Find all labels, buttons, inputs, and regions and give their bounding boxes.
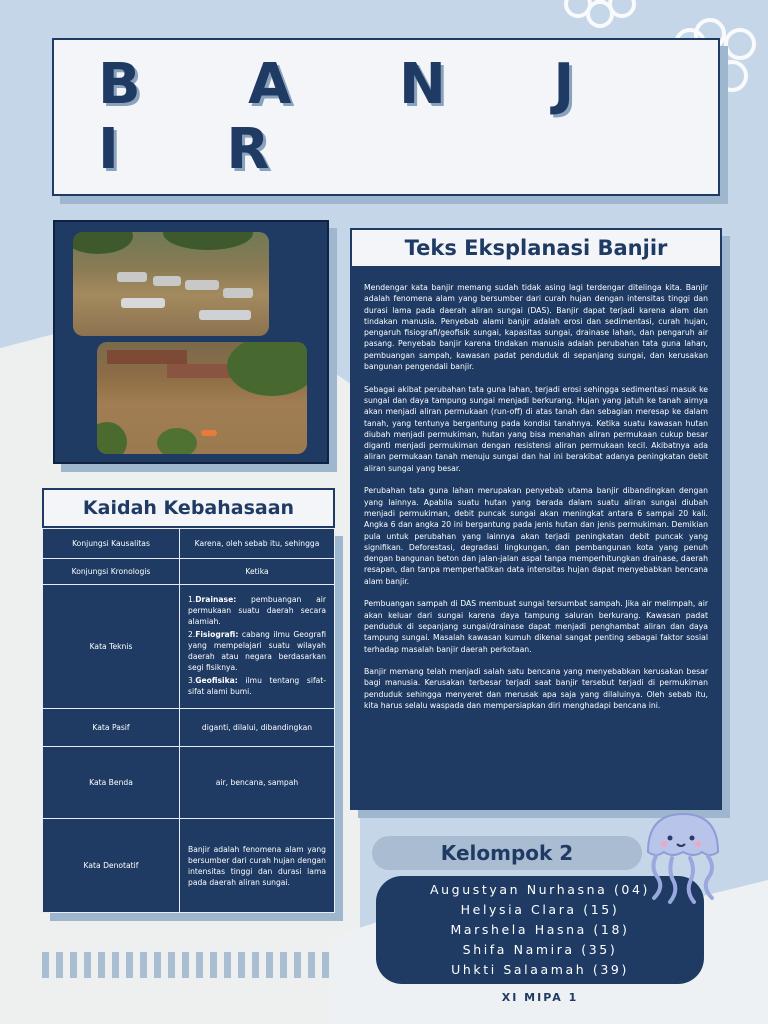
explanation-paragraph: Mendengar kata banjir memang sudah tidak asing lagi terdengar ditelinga kita. Banjir adalah fenomena alam yang bersumber dari curah hujan dengan intensitas tinggi dan durasi lama pada daerah aliran sungai (DAS). Banjir dapat terjadi karena alam dan tindakan manusia. Penyebab alami banjir adalah erosi dan sedimentasi, curah hujan, pengaruh fisiografi/geofisik sungai, kapasitas sungai, drainase lahan, dan pengaruh air pasang. Penyebab banjir karena tindakan manusia adalah perubahan tata guna lahan, pembuangan sampah, kawasan padat penduduk di sepanjang sungai, dan kerusakan bangunan pengendali banjir.: [364, 283, 708, 372]
member-name: Uhkti Salaamah (39): [451, 962, 629, 977]
explanation-paragraph: Banjir memang telah menjadi salah satu bencana yang menyebabkan kerusakan besar bagi manusia. Kerusakan terbesar terjadi saat banjir tersebut terjadi di permukiman penduduk sehingga menyeret dan merusak apa saja yang dilaluinya. Oleh sebab itu, kita harus selalu waspada dan mempersiapkan diri menghadapi bencana ini.: [364, 667, 708, 710]
table-cell-key: Kata Teknis: [43, 585, 180, 709]
table-cell-key: Kata Benda: [43, 747, 180, 819]
kata-teknis-list: [188, 594, 326, 697]
table-cell-key: Kata Pasif: [43, 709, 180, 747]
table-row: [43, 819, 335, 913]
table-row: [43, 559, 335, 585]
jellyfish-icon: [640, 808, 726, 904]
table-cell-key: Konjungsi Kausalitas: [43, 529, 180, 559]
table-cell-value: Banjir adalah fenomena alam yang bersumber dari curah hujan dengan intensitas tinggi dan durasi lama pada daerah aliran sungai.: [180, 819, 335, 913]
page-title: B A N J I R: [98, 52, 619, 182]
flood-photo-panel: [53, 220, 329, 464]
table-row: [43, 747, 335, 819]
list-item: 2.Fisiografi: cabang ilmu Geografi yang mempelajari suatu wilayah daerah atau negara berdasarkan segi fisiknya.: [188, 630, 326, 672]
list-item: 1.Drainase: pembuangan air permukaan suatu daerah secara alamiah.: [188, 595, 326, 626]
kaidah-heading: Kaidah Kebahasaan: [82, 497, 295, 519]
table-row: [43, 529, 335, 559]
explanation-body: [350, 268, 722, 810]
list-item: 3.Geofisika: ilmu tentang sifat-sifat alami bumi.: [188, 676, 326, 696]
table-cell-key: Kata Denotatif: [43, 819, 180, 913]
kelompok-heading-box: [372, 836, 642, 870]
flood-photo-houses: [97, 342, 307, 454]
explanation-paragraph: Perubahan tata guna lahan merupakan penyebab utama banjir dibandingkan dengan yang lainnya. Apabila suatu hutan yang berada dalam suatu aliran sungai diubah menjadi permukiman, debit puncak sungai akan meningkat antara 6 sampai 20 kali. Angka 6 dan angka 20 ini bergantung pada jenis hutan dan jenis permukiman. Demikian pula untuk perubahan yang lainnya akan terjadi peningkatan debit puncak yang signifikan. Deforestasi, degradasi lingkungan, dan pembangunan kota yang penuh dengan bangunan beton dan jalan-jalan aspal tanpa memperhitungkan drainase, daerah resapan, dan tanpa memperhatikan data intensitas hujan dapat menyebabkan bencana alam banjir.: [364, 486, 708, 586]
class-label: XI MIPA 1: [501, 991, 579, 1004]
explanation-paragraph: Pembuangan sampah di DAS membuat sungai tersumbat sampah. Jika air melimpah, air akan keluar dari sungai karena daya tampung saluran berkurang. Kawasan padat penduduk di sepanjang sungai/drainase dapat menjadi penghambat aliran dan daya tampung sungai. Masalah kawasan kumuh dikenal sangat penting sebagai faktor sosial terhadap masalah banjir daerah perkotaan.: [364, 599, 708, 654]
title-banner: [52, 38, 720, 196]
explanation-heading: Teks Eksplanasi Banjir: [404, 236, 668, 260]
table-row: [43, 709, 335, 747]
table-cell-value: Karena, oleh sebab itu, sehingga: [180, 529, 335, 559]
kaidah-table: [42, 528, 335, 913]
decorative-stripes: [42, 952, 334, 978]
table-cell-key: Konjungsi Kronologis: [43, 559, 180, 585]
table-cell-value: air, bencana, sampah: [180, 747, 335, 819]
member-name: Marshela Hasna (18): [450, 922, 630, 937]
kaidah-heading-box: [42, 488, 335, 528]
table-cell-value: Ketika: [180, 559, 335, 585]
member-name: Augustyan Nurhasna (04): [430, 882, 650, 897]
kelompok-heading: Kelompok 2: [440, 841, 574, 865]
explanation-heading-box: [350, 228, 722, 268]
flood-photo-cars: [73, 232, 269, 336]
table-cell-value: diganti, dilalui, dibandingkan: [180, 709, 335, 747]
explanation-paragraph: Sebagai akibat perubahan tata guna lahan, terjadi erosi sehingga sedimentasi masuk ke sungai dan daya tampung sungai menjadi berkurang. Hujan yang jatuh ke tanah airnya akan menjadi aliran permukaan (run-off) di atas tanah dan sebagian meresap ke dalam tanah, yang tentunya bergantung pada kondisi tanahnya. Ketika suatu kawasan hutan diubah menjadi permukiman, hutan yang bisa menahan aliran permukaan cukup besar diganti menjadi permukiman dengan resistensi aliran permukaan kecil. Akibatnya ada aliran permukaan tanah menuju sungai dan hal ini berakibat adanya peningkatan debit aliran sungai yang besar.: [364, 384, 708, 473]
table-cell-value: [180, 585, 335, 709]
table-row: [43, 585, 335, 709]
member-name: Shifa Namira (35): [462, 942, 618, 957]
member-name: Helysia Clara (15): [460, 902, 620, 917]
